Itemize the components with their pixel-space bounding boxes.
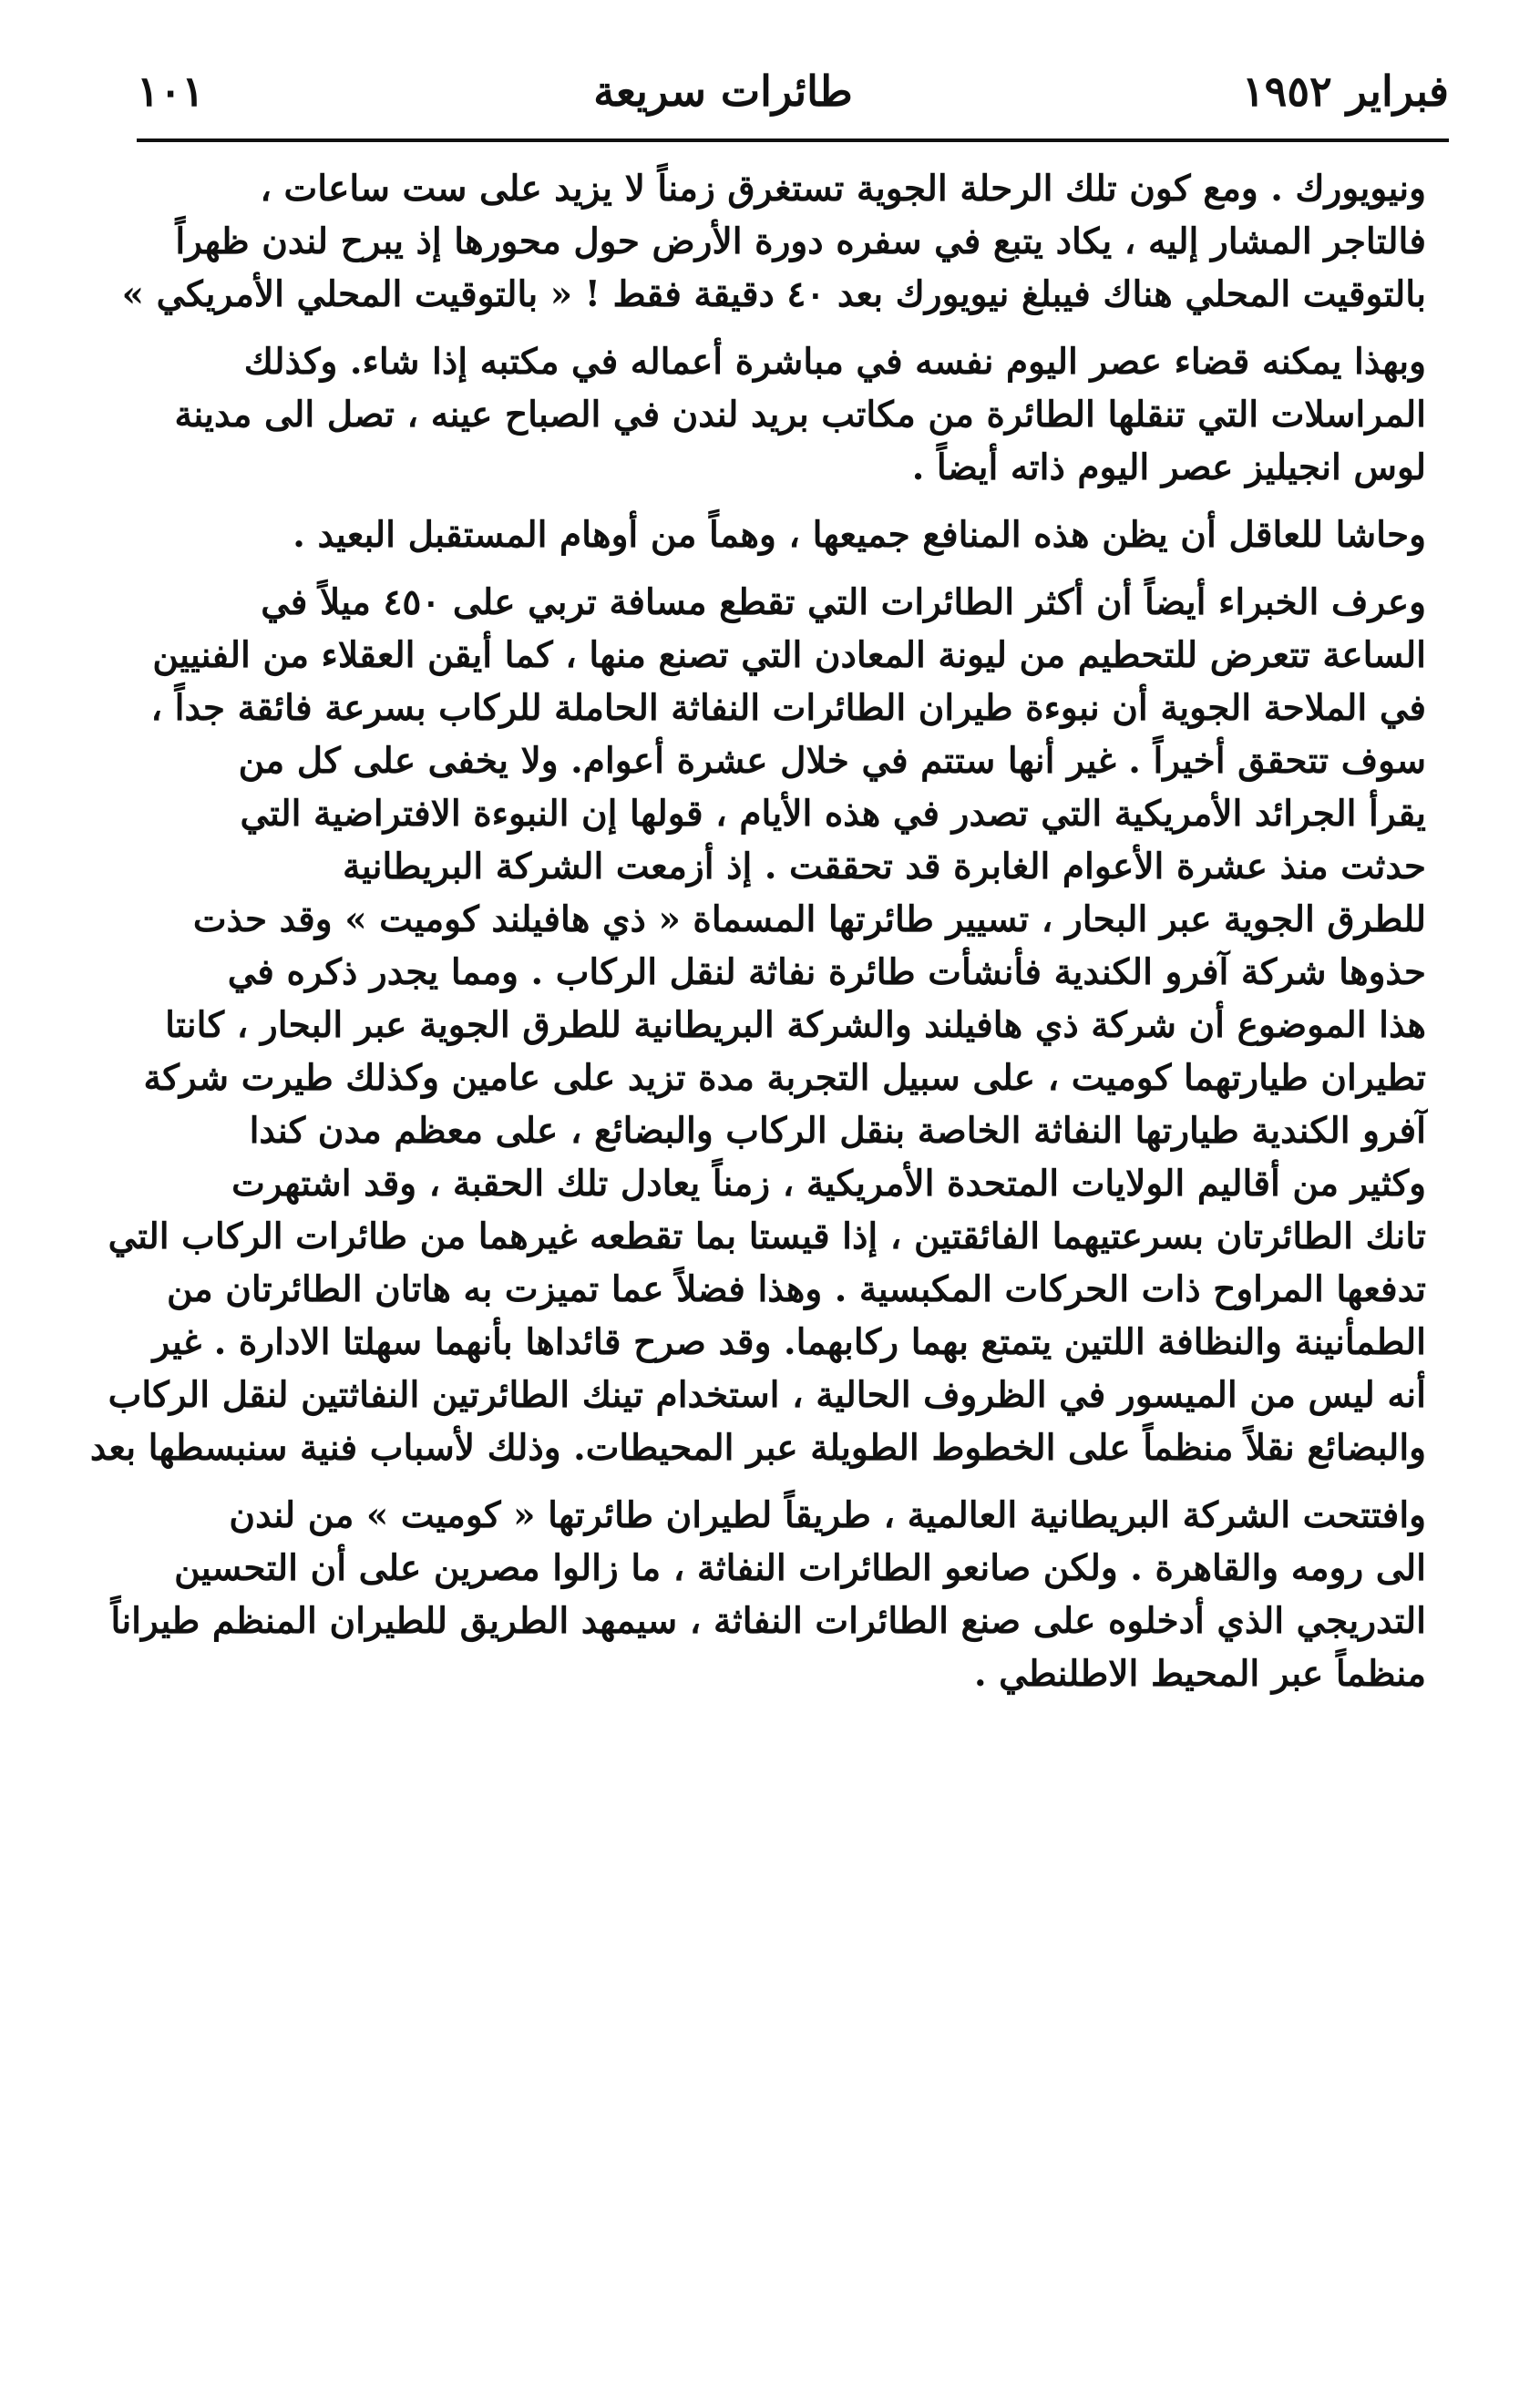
text-line: آفرو الكندية طيارتها النفاثة الخاصة بنقل الركاب والبضائع ، على معظم مدن كندا — [249, 1110, 1426, 1152]
text-line: منظماً عبر المحيط الاطلنطي . — [973, 1653, 1426, 1695]
header-rule — [137, 138, 1449, 142]
header-date: فبراير ١٩٥٢ — [1241, 67, 1449, 116]
text-line: المراسلات التي تنقلها الطائرة من مكاتب بريد لندن في الصباح عينه ، تصل الى مدينة — [174, 394, 1426, 436]
text-line: الطمأنينة والنظافة اللتين يتمتع بهما ركابهما. وقد صرح قائداها بأنهما سهلتا الادارة . غير — [152, 1321, 1426, 1363]
text-line: هذا الموضوع أن شركة ذي هافيلند والشركة البريطانية للطرق الجوية عبر البحار ، كانتا — [165, 1004, 1426, 1046]
text-line: وكثير من أقاليم الولايات المتحدة الأمريكية ، زمناً يعادل تلك الحقبة ، وقد اشتهرت — [231, 1163, 1426, 1205]
text-line: الى رومه والقاهرة . ولكن صانعو الطائرات النفاثة ، ما زالوا مصرين على أن التحسين — [174, 1547, 1426, 1589]
article-body — [64, 162, 1426, 1700]
text-line: حدثت منذ عشرة الأعوام الغابرة قد تحققت . إذ أزمعت الشركة البريطانية — [342, 846, 1426, 887]
paragraph-1 — [64, 162, 1426, 321]
text-line: يقرأ الجرائد الأمريكية التي تصدر في هذه الأيام ، قولها إن النبوءة الافتراضية التي — [240, 793, 1426, 835]
text-line: للطرق الجوية عبر البحار ، تسيير طائرتها المسماة « ذي هافيلند كوميت » وقد حذت — [192, 898, 1426, 940]
text-line: ونيويورك . ومع كون تلك الرحلة الجوية تستغرق زمناً لا يزيد على ست ساعات ، — [260, 168, 1426, 210]
text-line: والبضائع نقلاً منظماً على الخطوط الطويلة عبر المحيطات. وذلك لأسباب فنية سنبسطها بعد — [89, 1427, 1426, 1469]
text-line: في الملاحة الجوية أن نبوءة طيران الطائرات النفاثة الحاملة للركاب بسرعة فائقة جداً ، — [150, 687, 1426, 729]
text-line: فالتاجر المشار إليه ، يكاد يتبع في سفره دورة الأرض حول محورها إذ يبرح لندن ظهراً — [175, 221, 1426, 262]
text-line: وعرف الخبراء أيضاً أن أكثر الطائرات التي تقطع مسافة تربي على ٤٥٠ ميلاً في — [261, 581, 1426, 623]
text-line: وحاشا للعاقل أن يظن هذه المنافع جميعها ، وهماً من أوهام المستقبل البعيد . — [293, 514, 1426, 556]
text-line: تدفعها المراوح ذات الحركات المكبسية . وهذا فضلاً عما تميزت به هاتان الطائرتان من — [167, 1268, 1426, 1310]
header-title: طائرات سريعة — [593, 67, 853, 116]
text-line: الساعة تتعرض للتحطيم من ليونة المعادن التي تصنع منها ، كما أيقن العقلاء من الفنيين — [152, 634, 1426, 676]
text-line: تانك الطائرتان بسرعتيهما الفائقتين ، إذا قيستا بما تقطعه غيرهما من طائرات الركاب التي — [108, 1216, 1426, 1257]
text-line: حذوها شركة آفرو الكندية فأنشأت طائرة نفاثة لنقل الركاب . ومما يجدر ذكره في — [227, 951, 1426, 993]
paragraph-5 — [64, 1489, 1426, 1700]
running-header — [137, 64, 1449, 118]
paragraph-3 — [64, 508, 1426, 561]
text-line: سوف تتحقق أخيراً . غير أنها ستتم في خلال عشرة أعوام. ولا يخفى على كل من — [238, 740, 1426, 782]
text-line: لوس انجيليز عصر اليوم ذاته أيضاً . — [911, 446, 1426, 488]
paragraph-2 — [64, 335, 1426, 494]
text-line: تطيران طيارتهما كوميت ، على سبيل التجربة مدة تزيد على عامين وكذلك طيرت شركة — [143, 1057, 1426, 1099]
paragraph-4 — [64, 576, 1426, 1474]
text-line: أنه ليس من الميسور في الظروف الحالية ، استخدام تينك الطائرتين النفاثتين لنقل الركاب — [108, 1374, 1426, 1416]
text-line: وافتتحت الشركة البريطانية العالمية ، طريقاً لطيران طائرتها « كوميت » من لندن — [229, 1494, 1426, 1536]
page-number: ١٠١ — [137, 67, 205, 116]
text-line: وبهذا يمكنه قضاء عصر اليوم نفسه في مباشرة أعماله في مكتبه إذا شاء. وكذلك — [243, 341, 1426, 383]
text-line: التدريجي الذي أدخلوه على صنع الطائرات النفاثة ، سيمهد الطريق للطيران المنظم طيراناً — [110, 1600, 1426, 1642]
text-line: بالتوقيت المحلي هناك فيبلغ نيويورك بعد ٤٠ دقيقة فقط ! « بالتوقيت المحلي الأمريكي » — [121, 273, 1426, 315]
